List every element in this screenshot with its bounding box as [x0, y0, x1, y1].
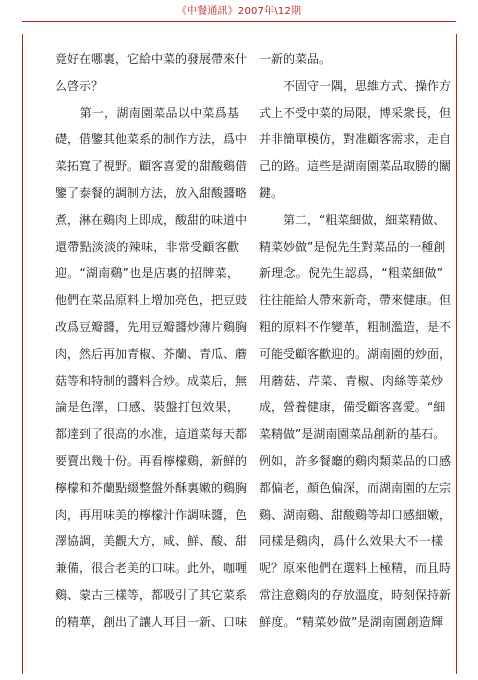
text-line: 礎，借鑒其他菜系的制作方法，爲中 [55, 132, 248, 147]
text-line: 精菜妙做”是倪先生對菜品的一種創 [259, 239, 446, 254]
text-line: 檸檬和芥蘭點綴整盤外酥裏嫩的鷄胸 [55, 480, 248, 495]
text-line: 第一，湖南園菜品以中菜爲基 [55, 105, 239, 120]
text-line: 煮，淋在鷄肉上即成，酸甜的味道中 [55, 212, 248, 227]
publication-title: 《中餐通訊》2007年\12期 [176, 6, 302, 17]
right-margin-rule [456, 34, 457, 674]
text-line: 改爲豆瓣醬，先用豆瓣醬炒薄片鷄胸 [55, 319, 248, 334]
text-line: 論是色澤，口感、裝盤打包效果， [55, 400, 239, 415]
text-line: 鮮度。“精菜妙做”是湖南園創造輝 [259, 614, 443, 629]
text-line: 鍵。 [259, 185, 284, 200]
text-line: 常注意鷄肉的存放溫度，時刻保持新 [259, 587, 452, 602]
text-line: 兼備，很合老美的口味。此外，咖喱 [55, 561, 248, 576]
text-line: 可能受顧客歡迎的。湖南園的炒面， [259, 346, 452, 361]
text-line: 例如，許多餐廳的鷄肉類菜品的口感 [259, 453, 452, 468]
page-header [0, 6, 478, 26]
text-line: 不固守一隅，思維方式、操作方 [259, 78, 452, 93]
text-line: 菜拓寬了視野。顧客喜愛的甜酸鷄借 [55, 159, 248, 174]
text-line: 粗的原料不作變革，粗制濫造，是不 [259, 319, 452, 334]
text-line: 鑒了泰餐的調制方法，放入甜酸醬略 [55, 185, 248, 200]
left-margin-rule [22, 34, 23, 674]
text-line: 肉，再用味美的檸檬汁作調味醬，色 [55, 507, 248, 522]
text-line: 么啓示？ [55, 78, 104, 93]
text-line: 菜精做”是湖南園菜品創新的基石。 [259, 427, 446, 442]
text-line: 新理念。倪先生認爲，“粗菜細做” [259, 266, 443, 281]
text-line: 鷄、蒙古三樣等，都吸引了其它菜系 [55, 587, 248, 602]
text-line: 澤協調，美觀大方，咸、鮮、酸、甜 [55, 534, 248, 549]
text-line: 都偏老，顏色偏深，而湖南園的左宗 [259, 480, 452, 495]
text-line: 的精華，創出了讓人耳目一新、口味 [55, 614, 248, 629]
text-line: 往往能給人帶來新奇，帶來健康。但 [259, 293, 452, 308]
text-line: 迎。“湖南鷄”也是店裏的招牌菜， [55, 266, 239, 281]
text-line: 并非簡單模仿，對准顧客需求，走自 [259, 132, 452, 147]
text-line: 第二，“粗菜細做，細菜精做、 [259, 212, 446, 227]
text-line: 己的路。這些是湖南園菜品取勝的關 [259, 159, 452, 174]
text-line: 肉，然后再加青椒、芥蘭、青瓜、蘑 [55, 346, 248, 361]
text-line: 都達到了很高的水准，這道菜每天都 [55, 427, 248, 442]
text-line: 一新的菜品。 [259, 52, 332, 66]
text-line: 同樣是鷄肉，爲什么效果大不一樣 [259, 534, 443, 549]
text-line: 成，營養健康，備受顧客喜愛。“細 [259, 400, 446, 415]
header-rule [22, 21, 456, 22]
text-line: 要賣出幾十份。再看檸檬鷄，新鮮的 [55, 453, 248, 468]
text-line: 他們在菜品原料上增加亮色，把豆豉 [55, 293, 248, 308]
text-line: 式上不受中菜的局限，博采衆長，但 [259, 105, 452, 120]
article-column-left [55, 46, 248, 636]
text-line: 鷄、湖南鷄、甜酸鷄等却口感細嫩， [259, 507, 452, 522]
text-line: 菇等和特制的醬料合炒。成菜后，無 [55, 373, 248, 388]
text-line: 用蘑菇、芹菜、青椒、肉絲等菜炒 [259, 373, 443, 388]
text-line: 還帶點淡淡的辣味，非常受顧客歡 [55, 239, 239, 254]
text-line: 呢？原來他們在選料上極精，而且時 [259, 561, 452, 576]
article-column-right [259, 46, 452, 636]
text-line: 竟好在哪裏，它給中菜的發展帶來什 [55, 52, 248, 66]
